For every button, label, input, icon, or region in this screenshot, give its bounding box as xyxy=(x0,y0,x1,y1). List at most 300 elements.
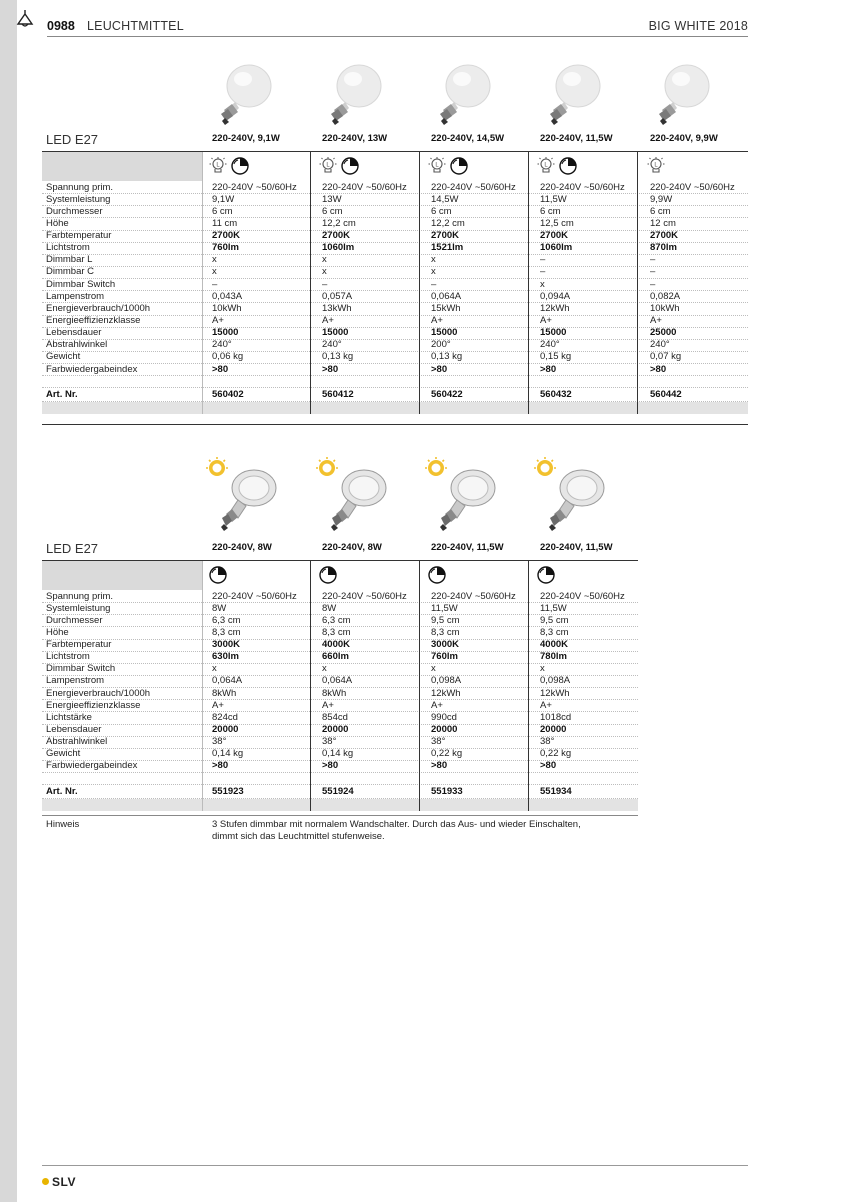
page-number: 0988 xyxy=(47,19,75,33)
table-row xyxy=(42,328,748,340)
bulb-a-shape-image xyxy=(317,62,417,126)
page-header xyxy=(47,16,748,37)
cell-value: >80 xyxy=(431,760,448,772)
cell-value: 8,3 cm xyxy=(431,626,460,638)
table-row xyxy=(42,640,638,652)
cell-value: 15000 xyxy=(540,327,567,339)
note-label: Hinweis xyxy=(46,819,80,830)
cell-value: – xyxy=(540,266,546,278)
cell-value: – xyxy=(540,254,546,266)
cell-value: A+ xyxy=(212,315,224,327)
spot-drawing xyxy=(202,456,302,531)
column-head: 220-240V, 11,5W xyxy=(540,542,613,553)
cell-value: 220-240V ~50/60Hz xyxy=(540,590,625,602)
row-label: Höhe xyxy=(46,626,69,638)
cell-value: – xyxy=(650,254,656,266)
cell-value: 12kWh xyxy=(540,687,570,699)
product-table-1 xyxy=(42,62,748,425)
art-number: 560432 xyxy=(540,389,572,401)
cell-value: 8kWh xyxy=(212,687,237,699)
row-label: Lampenstrom xyxy=(46,290,105,302)
cell-value: 25000 xyxy=(650,327,677,339)
column-head: 220-240V, 8W xyxy=(322,542,382,553)
cell-value: A+ xyxy=(322,315,334,327)
row-label: Durchmesser xyxy=(46,614,103,626)
row-label: Dimmbar Switch xyxy=(46,278,116,290)
cell-value: 0,22 kg xyxy=(431,748,463,760)
row-label: Dimmbar Switch xyxy=(46,663,116,675)
row-label: Energieverbrauch/1000h xyxy=(46,687,151,699)
bulb-a-shape-image xyxy=(645,62,745,126)
cell-value: 20000 xyxy=(540,724,567,736)
logo-dot-icon xyxy=(42,1178,49,1185)
art-number: 551934 xyxy=(540,786,572,798)
cell-value: 0,13 kg xyxy=(322,351,354,363)
art-label: Art. Nr. xyxy=(46,786,78,798)
table-row xyxy=(42,316,748,328)
note-section xyxy=(42,815,638,842)
row-label: Energieverbrauch/1000h xyxy=(46,302,151,314)
column-head: 220-240V, 8W xyxy=(212,542,272,553)
cell-value: 200° xyxy=(431,339,451,351)
cell-value: 1060lm xyxy=(540,242,573,254)
cell-value: A+ xyxy=(322,699,334,711)
cell-value: 240° xyxy=(650,339,670,351)
table-row xyxy=(42,182,748,194)
bulb-a-shape-image xyxy=(536,62,636,126)
art-number: 551933 xyxy=(431,786,463,798)
brand-name: SLV xyxy=(52,1175,76,1189)
table-row xyxy=(42,737,638,749)
spot-drawing xyxy=(421,456,521,531)
cell-value: 780lm xyxy=(540,651,567,663)
column-head: 220-240V, 14,5W xyxy=(431,133,505,144)
cell-value: A+ xyxy=(540,699,552,711)
cell-value: 0,098A xyxy=(431,675,462,687)
cell-value: 1018cd xyxy=(540,711,572,723)
cell-value: x xyxy=(212,266,217,278)
svg-text:L: L xyxy=(544,162,548,169)
dim-c-icon xyxy=(208,565,228,585)
row-label: Lichtstrom xyxy=(46,651,90,663)
bulb-a-shape-image xyxy=(207,62,307,126)
cell-value: 2700K xyxy=(650,230,678,242)
pendant-lamp-icon xyxy=(14,8,36,28)
row-label: Gewicht xyxy=(46,748,81,760)
cell-value: 220-240V ~50/60Hz xyxy=(431,590,516,602)
cell-value: 9,5 cm xyxy=(431,614,460,626)
cell-value: x xyxy=(431,254,436,266)
spot-par-image xyxy=(202,456,302,531)
cell-value: A+ xyxy=(540,315,552,327)
cell-value: A+ xyxy=(431,699,443,711)
cell-value: 660lm xyxy=(322,651,349,663)
cell-value: >80 xyxy=(650,363,667,375)
cell-value: 6 cm xyxy=(540,205,561,217)
spot-par-image xyxy=(421,456,521,531)
row-label: Spannung prim. xyxy=(46,590,114,602)
cell-value: x xyxy=(322,663,327,675)
article-number-row xyxy=(42,785,638,799)
note-line: 3 Stufen dimmbar mit normalem Wandschalter. Durch das Aus- und wieder Einschalten, xyxy=(212,819,581,830)
table-row xyxy=(42,688,638,700)
cell-value: 220-240V ~50/60Hz xyxy=(540,181,625,193)
row-label: Lichtstärke xyxy=(46,711,92,723)
cell-value: 11,5W xyxy=(540,602,567,614)
cell-value: 0,22 kg xyxy=(540,748,572,760)
art-number: 560402 xyxy=(212,389,244,401)
dim-l-icon xyxy=(427,156,447,176)
cell-value: 12kWh xyxy=(540,302,570,314)
table-row xyxy=(42,206,748,218)
table-end-bar xyxy=(42,402,748,414)
cell-value: x xyxy=(322,266,327,278)
cell-value: 38° xyxy=(322,736,337,748)
icon-cell xyxy=(427,156,469,178)
cell-value: 13W xyxy=(322,193,342,205)
cell-value: A+ xyxy=(650,315,662,327)
cell-value: x xyxy=(540,663,545,675)
cell-value: 630lm xyxy=(212,651,239,663)
cell-value: 2700K xyxy=(322,230,350,242)
spec-rows xyxy=(42,591,638,773)
cell-value: 220-240V ~50/60Hz xyxy=(431,181,516,193)
footer-rule xyxy=(42,1165,748,1166)
cell-value: 760lm xyxy=(212,242,239,254)
cell-value: 0,13 kg xyxy=(431,351,463,363)
table-row xyxy=(42,340,748,352)
catalog-title: BIG WHITE 2018 xyxy=(648,19,748,33)
table-row xyxy=(42,664,638,676)
table-row xyxy=(42,700,638,712)
row-label: Energieeffizienzklasse xyxy=(46,315,141,327)
table-row xyxy=(42,352,748,364)
cell-value: 0,14 kg xyxy=(322,748,354,760)
row-label: Höhe xyxy=(46,217,69,229)
cell-value: 870lm xyxy=(650,242,677,254)
table-head xyxy=(42,541,638,561)
row-label: Abstrahlwinkel xyxy=(46,339,108,351)
table-row xyxy=(42,291,748,303)
cell-value: 15kWh xyxy=(431,302,461,314)
row-label: Dimmbar C xyxy=(46,266,95,278)
cell-value: 6 cm xyxy=(212,205,233,217)
table-row xyxy=(42,231,748,243)
dim-l-icon xyxy=(646,156,666,176)
cell-value: >80 xyxy=(540,363,557,375)
cell-value: – xyxy=(650,266,656,278)
cell-value: 8kWh xyxy=(322,687,347,699)
table-row xyxy=(42,652,638,664)
row-label: Systemleistung xyxy=(46,602,111,614)
column-head: 220-240V, 9,9W xyxy=(650,133,718,144)
cell-value: 220-240V ~50/60Hz xyxy=(212,590,297,602)
cell-value: 20000 xyxy=(212,724,239,736)
cell-value: >80 xyxy=(212,363,229,375)
cell-value: 3000K xyxy=(212,639,240,651)
spot-par-image xyxy=(530,456,630,531)
cell-value: >80 xyxy=(322,363,339,375)
cell-value: 0,064A xyxy=(431,290,462,302)
cell-value: 9,9W xyxy=(650,193,673,205)
column-head: 220-240V, 9,1W xyxy=(212,133,280,144)
cell-value: 6 cm xyxy=(431,205,452,217)
column-divider xyxy=(419,152,420,414)
cell-value: x xyxy=(212,663,217,675)
cell-value: A+ xyxy=(431,315,443,327)
column-divider xyxy=(310,561,311,811)
product-table-2 xyxy=(42,456,638,811)
cell-value: 1521lm xyxy=(431,242,464,254)
table-row xyxy=(42,218,748,230)
cell-value: 4000K xyxy=(322,639,350,651)
cell-value: 8,3 cm xyxy=(212,626,241,638)
table-row xyxy=(42,591,638,603)
lamp-images-row xyxy=(42,62,748,126)
row-label: Energieeffizienzklasse xyxy=(46,699,141,711)
cell-value: 8,3 cm xyxy=(322,626,351,638)
table-head xyxy=(42,132,748,152)
dim-c-icon xyxy=(558,156,578,176)
table-row xyxy=(42,267,748,279)
cell-value: 0,094A xyxy=(540,290,571,302)
dimming-icons-row xyxy=(42,152,748,182)
cell-value: 0,064A xyxy=(212,675,243,687)
cell-value: 15000 xyxy=(431,327,458,339)
cell-value: 10kWh xyxy=(650,302,680,314)
icon-cell xyxy=(536,565,556,587)
row-label: Abstrahlwinkel xyxy=(46,736,108,748)
icon-cell xyxy=(208,565,228,587)
cell-value: – xyxy=(322,278,328,290)
table-title: LED E27 xyxy=(46,132,99,147)
cell-value: 12,2 cm xyxy=(431,217,465,229)
table-row xyxy=(42,255,748,267)
table-row xyxy=(42,712,638,724)
cell-value: 3000K xyxy=(431,639,459,651)
bulb-drawing xyxy=(207,62,277,126)
icon-cell xyxy=(208,156,250,178)
note-line: dimmt sich das Leuchtmittel stufenweise. xyxy=(212,830,385,842)
column-divider xyxy=(202,152,203,414)
row-label: Spannung prim. xyxy=(46,181,114,193)
table-row xyxy=(42,194,748,206)
table-row xyxy=(42,676,638,688)
cell-value: >80 xyxy=(322,760,339,772)
column-head: 220-240V, 13W xyxy=(322,133,388,144)
column-divider xyxy=(528,561,529,811)
cell-value: 12,2 cm xyxy=(322,217,356,229)
cell-value: 240° xyxy=(322,339,342,351)
cell-value: 11,5W xyxy=(431,602,458,614)
row-label: Systemleistung xyxy=(46,193,111,205)
table-row xyxy=(42,303,748,315)
column-divider xyxy=(528,152,529,414)
cell-value: x xyxy=(322,254,327,266)
table-row xyxy=(42,364,748,376)
svg-text:L: L xyxy=(654,162,658,169)
dim-c-icon xyxy=(230,156,250,176)
art-number: 560442 xyxy=(650,389,682,401)
cell-value: 824cd xyxy=(212,711,238,723)
row-label: Lebensdauer xyxy=(46,327,102,339)
side-bar xyxy=(0,0,17,1202)
cell-value: 0,082A xyxy=(650,290,681,302)
dim-c-icon xyxy=(536,565,556,585)
cell-value: 854cd xyxy=(322,711,348,723)
cell-value: 8W xyxy=(212,602,227,614)
cell-value: 10kWh xyxy=(212,302,242,314)
cell-value: 220-240V ~50/60Hz xyxy=(212,181,297,193)
cell-value: 0,15 kg xyxy=(540,351,572,363)
slv-logo xyxy=(42,1175,82,1191)
spot-drawing xyxy=(312,456,412,531)
column-divider xyxy=(419,561,420,811)
cell-value: x xyxy=(431,663,436,675)
cell-value: – xyxy=(212,278,218,290)
cell-value: 15000 xyxy=(212,327,239,339)
cell-value: 15000 xyxy=(322,327,349,339)
cell-value: 38° xyxy=(431,736,446,748)
dim-l-icon xyxy=(536,156,556,176)
cell-value: 2700K xyxy=(540,230,568,242)
cell-value: 13kWh xyxy=(322,302,352,314)
row-label: Lichtstrom xyxy=(46,242,90,254)
cell-value: 0,098A xyxy=(540,675,571,687)
cell-value: x xyxy=(431,266,436,278)
cell-value: 38° xyxy=(540,736,555,748)
section-title: LEUCHTMITTEL xyxy=(87,19,184,33)
spec-rows xyxy=(42,182,748,376)
row-label: Farbtemperatur xyxy=(46,639,112,651)
table-row xyxy=(42,761,638,773)
icon-row-label-box xyxy=(42,561,202,590)
cell-value: 0,057A xyxy=(322,290,353,302)
table-row xyxy=(42,603,638,615)
row-label: Durchmesser xyxy=(46,205,103,217)
cell-value: 990cd xyxy=(431,711,457,723)
icon-cell xyxy=(536,156,578,178)
dim-c-icon xyxy=(318,565,338,585)
cell-value: 0,14 kg xyxy=(212,748,244,760)
cell-value: 0,06 kg xyxy=(212,351,244,363)
row-label: Lebensdauer xyxy=(46,724,102,736)
cell-value: 0,043A xyxy=(212,290,243,302)
cell-value: 1060lm xyxy=(322,242,355,254)
icon-cell xyxy=(318,565,338,587)
column-divider xyxy=(637,152,638,414)
cell-value: 4000K xyxy=(540,639,568,651)
table-title: LED E27 xyxy=(46,541,99,556)
cell-value: x xyxy=(212,254,217,266)
cell-value: 760lm xyxy=(431,651,458,663)
cell-value: >80 xyxy=(212,760,229,772)
cell-value: – xyxy=(431,278,437,290)
cell-value: 220-240V ~50/60Hz xyxy=(322,181,407,193)
row-label: Gewicht xyxy=(46,351,81,363)
cell-value: 0,07 kg xyxy=(650,351,682,363)
cell-value: 8,3 cm xyxy=(540,626,569,638)
cell-value: >80 xyxy=(431,363,448,375)
row-label: Lampenstrom xyxy=(46,675,105,687)
column-divider xyxy=(310,152,311,414)
row-label: Farbwiedergabeindex xyxy=(46,760,138,772)
dim-l-icon xyxy=(208,156,228,176)
row-label: Dimmbar L xyxy=(46,254,93,266)
row-label: Farbtemperatur xyxy=(46,230,112,242)
cell-value: 220-240V ~50/60Hz xyxy=(322,590,407,602)
cell-value: A+ xyxy=(212,699,224,711)
cell-value: 14,5W xyxy=(431,193,459,205)
cell-value: 20000 xyxy=(322,724,349,736)
cell-value: 6,3 cm xyxy=(212,614,241,626)
table-bottom-rule xyxy=(42,424,748,425)
spot-par-image xyxy=(312,456,412,531)
bulb-drawing xyxy=(317,62,387,126)
cell-value: 8W xyxy=(322,602,337,614)
cell-value: 9,5 cm xyxy=(540,614,569,626)
cell-value: 20000 xyxy=(431,724,458,736)
column-head: 220-240V, 11,5W xyxy=(540,133,613,144)
dimming-icons-row xyxy=(42,561,638,591)
lamp-images-row xyxy=(42,456,638,531)
article-number-row xyxy=(42,388,748,402)
svg-text:L: L xyxy=(216,162,220,169)
column-head: 220-240V, 11,5W xyxy=(431,542,504,553)
cell-value: 2700K xyxy=(431,230,459,242)
spot-drawing xyxy=(530,456,630,531)
cell-value: 6,3 cm xyxy=(322,614,351,626)
dim-c-icon xyxy=(449,156,469,176)
bulb-drawing xyxy=(536,62,606,126)
column-divider xyxy=(202,561,203,811)
cell-value: 240° xyxy=(540,339,560,351)
svg-text:L: L xyxy=(435,162,439,169)
table-row xyxy=(42,243,748,255)
bulb-drawing xyxy=(645,62,715,126)
cell-value: 6 cm xyxy=(650,205,671,217)
icon-cell xyxy=(318,156,360,178)
cell-value: x xyxy=(540,278,545,290)
cell-value: 220-240V ~50/60Hz xyxy=(650,181,735,193)
dim-c-icon xyxy=(427,565,447,585)
bulb-a-shape-image xyxy=(426,62,526,126)
icon-cell xyxy=(427,565,447,587)
icon-cell xyxy=(646,156,666,178)
svg-text:L: L xyxy=(326,162,330,169)
icon-row-label-box xyxy=(42,152,202,181)
bulb-drawing xyxy=(426,62,496,126)
cell-value: 0,064A xyxy=(322,675,353,687)
cell-value: 9,1W xyxy=(212,193,235,205)
dim-c-icon xyxy=(340,156,360,176)
row-label: Farbwiedergabeindex xyxy=(46,363,138,375)
table-end-bar xyxy=(42,799,638,811)
dim-l-icon xyxy=(318,156,338,176)
cell-value: 12kWh xyxy=(431,687,461,699)
cell-value: >80 xyxy=(540,760,557,772)
table-row xyxy=(42,279,748,291)
cell-value: 11 cm xyxy=(212,217,238,229)
table-row xyxy=(42,725,638,737)
note-text xyxy=(212,819,581,842)
cell-value: 2700K xyxy=(212,230,240,242)
cell-value: 11,5W xyxy=(540,193,567,205)
art-label: Art. Nr. xyxy=(46,389,78,401)
cell-value: 12 cm xyxy=(650,217,676,229)
table-row xyxy=(42,627,638,639)
cell-value: 12,5 cm xyxy=(540,217,574,229)
